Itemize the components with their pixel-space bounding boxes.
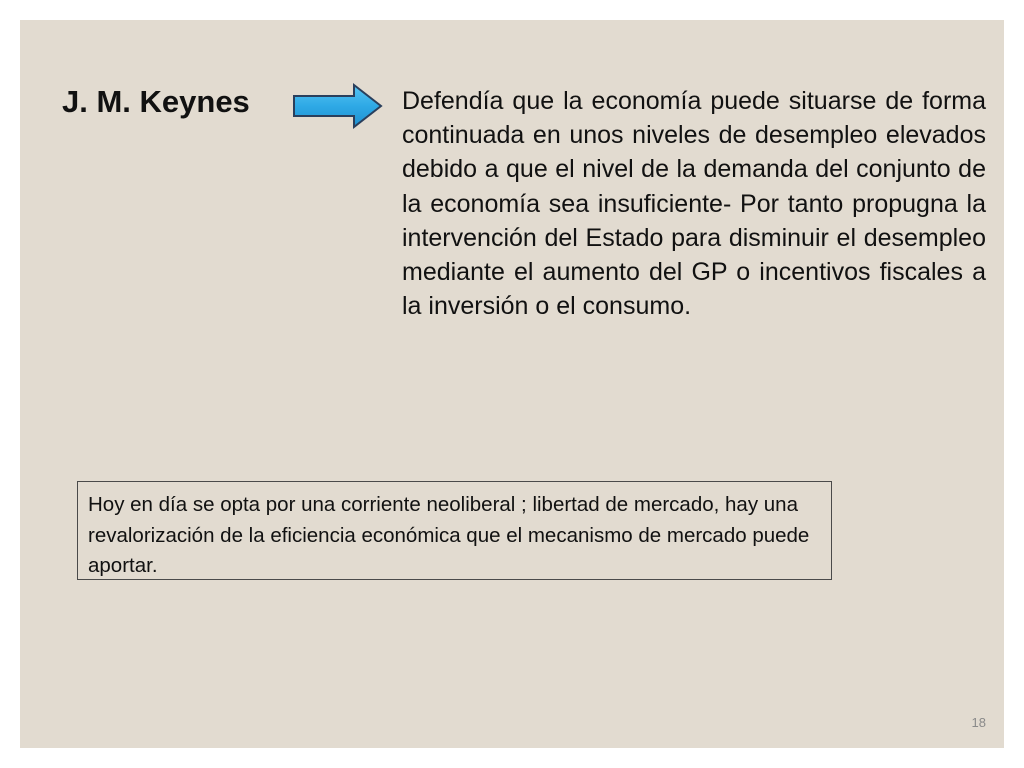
- note-box: [77, 481, 832, 580]
- main-paragraph: Defendía que la economía puede situarse de forma continuada en unos niveles de desempleo elevados debido a que el nivel de la demanda del conjunto de la economía sea insuficiente- Por tanto propugna la intervención del Estado para disminuir el desempleo mediante el aumento del GP o incentivos fiscales a la inversión o el consumo.: [402, 87, 986, 321]
- slide-heading: J. M. Keynes: [62, 84, 250, 119]
- right-arrow-icon: [292, 82, 384, 130]
- note-text: Hoy en día se opta por una corriente neoliberal ; libertad de mercado, hay una revalorización de la eficiencia económica que el mecanismo de mercado puede aportar.: [88, 493, 810, 577]
- page-number: 18: [971, 715, 986, 730]
- slide: [20, 20, 1004, 748]
